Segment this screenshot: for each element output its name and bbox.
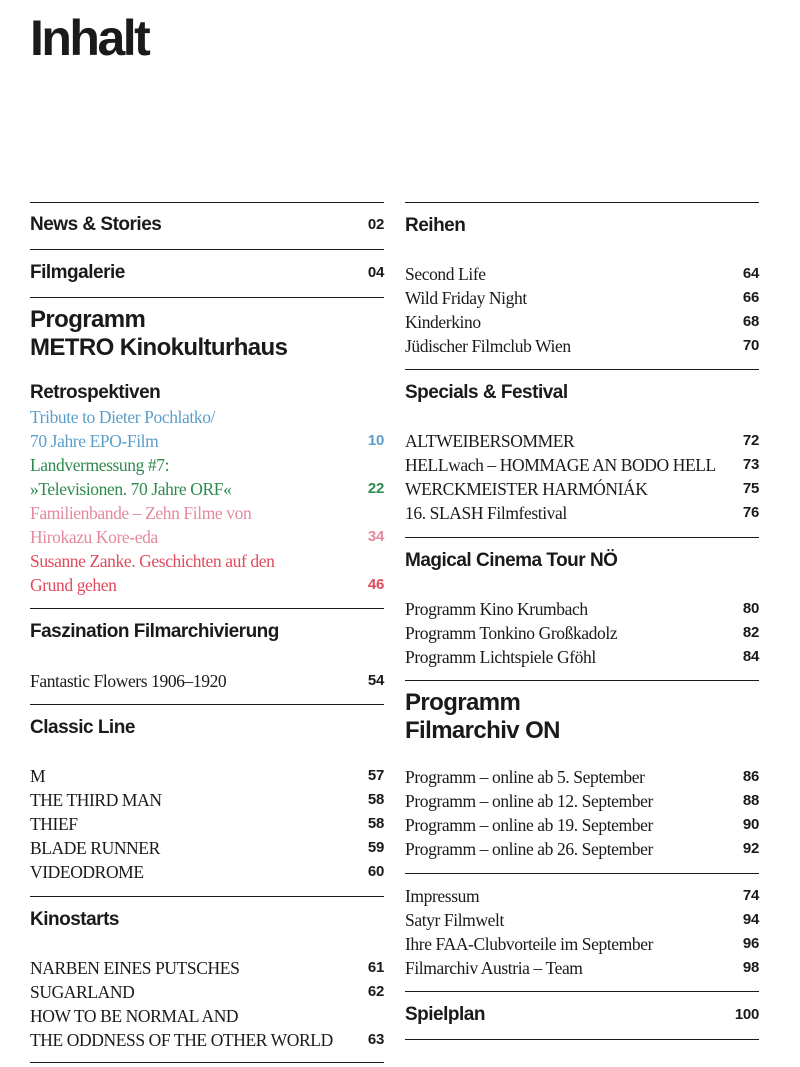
toc-entry-filmgalerie[interactable]: [30, 261, 384, 285]
entry-title: THE ODDNESS OF THE OTHER WORLD: [30, 1030, 333, 1050]
divider: [405, 991, 759, 992]
entry-title: THE THIRD MAN: [30, 790, 162, 810]
toc-entry-videodrome[interactable]: [30, 860, 384, 884]
entry-title: Familienbande – Zehn Filme von: [30, 503, 252, 523]
heading-line: Programm: [30, 306, 146, 333]
toc-entry-second-life[interactable]: [405, 262, 759, 286]
heading-line: Filmarchiv ON: [405, 717, 560, 744]
toc-entry-lichtspiele[interactable]: [405, 645, 759, 669]
toc-entry-wild-friday-night[interactable]: [405, 286, 759, 310]
page-number: 96: [742, 935, 759, 952]
entry-title: WERCKMEISTER HARMÓNIÁK: [405, 479, 648, 499]
toc-entry-juedischer-filmclub[interactable]: [405, 334, 759, 358]
page-number: 92: [742, 840, 759, 857]
entry-title: 70 Jahre EPO-Film: [30, 431, 159, 451]
page-number: 54: [367, 672, 384, 689]
entry-title: ALTWEIBERSOMMER: [405, 431, 575, 451]
entry-title: Programm – online ab 19. September: [405, 815, 653, 835]
programm-on-heading: [405, 689, 560, 745]
toc-entry-online-26[interactable]: [405, 837, 759, 861]
toc-entry-online-19[interactable]: [405, 813, 759, 837]
divider: [405, 369, 759, 370]
entry-title: Susanne Zanke. Geschichten auf den: [30, 551, 275, 571]
kinostarts-heading: Kinostarts: [30, 909, 119, 930]
toc-entry-thief[interactable]: [30, 812, 384, 836]
page-number: 58: [367, 815, 384, 832]
magical-cinema-heading: Magical Cinema Tour NÖ: [405, 550, 618, 571]
entry-title: HELLwach – HOMMAGE AN BODO HELL: [405, 455, 716, 475]
toc-entry-zanke[interactable]: [30, 549, 384, 597]
section-heading: News & Stories: [30, 214, 162, 235]
toc-entry-slash[interactable]: [405, 501, 759, 525]
heading-line: METRO Kinokulturhaus: [30, 334, 288, 361]
programm-metro-heading: [30, 306, 287, 362]
toc-entry-news[interactable]: [30, 213, 384, 237]
page-number: 76: [742, 504, 759, 521]
divider: [30, 704, 384, 705]
toc-entry-blade-runner[interactable]: [30, 836, 384, 860]
page-number: 70: [742, 337, 759, 354]
entry-title: VIDEODROME: [30, 862, 144, 882]
page-number: 98: [742, 959, 759, 976]
divider: [30, 249, 384, 250]
entry-title: Wild Friday Night: [405, 288, 527, 308]
toc-entry-familienbande[interactable]: [30, 501, 384, 549]
toc-entry-altweibersommer[interactable]: [405, 429, 759, 453]
divider: [405, 1039, 759, 1040]
page-number: 62: [367, 983, 384, 1000]
specials-heading: Specials & Festival: [405, 382, 568, 403]
toc-entry-satyr[interactable]: [405, 908, 759, 932]
heading-line: Programm: [405, 689, 521, 716]
faszination-heading: Faszination Filmarchivierung: [30, 621, 279, 642]
entry-title: Kinderkino: [405, 312, 481, 332]
toc-entry-spielplan[interactable]: [405, 1003, 759, 1027]
toc-entry-team[interactable]: [405, 956, 759, 980]
page-number: 73: [742, 456, 759, 473]
entry-title: Impressum: [405, 886, 480, 906]
entry-title: Programm – online ab 5. September: [405, 767, 645, 787]
entry-title: Second Life: [405, 264, 486, 284]
toc-entry-online-5[interactable]: [405, 765, 759, 789]
entry-title: Tribute to Dieter Pochlatko/: [30, 407, 216, 427]
entry-title: BLADE RUNNER: [30, 838, 160, 858]
page-number: 88: [742, 792, 759, 809]
page-number: 04: [367, 264, 384, 281]
toc-entry-sugarland[interactable]: [30, 980, 384, 1004]
page-number: 57: [367, 767, 384, 784]
entry-title: Ihre FAA-Clubvorteile im September: [405, 934, 654, 954]
page-number: 80: [742, 600, 759, 617]
entry-title: Programm Tonkino Großkadolz: [405, 623, 618, 643]
page-number: 59: [367, 839, 384, 856]
toc-entry-third-man[interactable]: [30, 788, 384, 812]
page-number: 82: [742, 624, 759, 641]
entry-title: Programm Lichtspiele Gföhl: [405, 647, 596, 667]
entry-title: 16. SLASH Filmfestival: [405, 503, 567, 523]
page-number: 63: [367, 1031, 384, 1048]
divider: [405, 537, 759, 538]
retrospektiven-heading: Retrospektiven: [30, 382, 161, 403]
divider: [30, 896, 384, 897]
toc-entry-m[interactable]: [30, 764, 384, 788]
entry-title: Programm Kino Krumbach: [405, 599, 588, 619]
page-number: 58: [367, 791, 384, 808]
divider: [405, 873, 759, 874]
entry-title: Hirokazu Kore-eda: [30, 527, 158, 547]
page-number: 86: [742, 768, 759, 785]
divider: [30, 1062, 384, 1063]
toc-entry-landvermessung[interactable]: [30, 453, 384, 501]
classic-line-heading: Classic Line: [30, 717, 135, 738]
page-number: 84: [742, 648, 759, 665]
page-number: 02: [367, 216, 384, 233]
toc-entry-online-12[interactable]: [405, 789, 759, 813]
entry-title: THIEF: [30, 814, 78, 834]
page-title: Inhalt: [30, 10, 149, 66]
entry-title: Satyr Filmwelt: [405, 910, 504, 930]
page-number: 74: [742, 887, 759, 904]
page-number: 66: [742, 289, 759, 306]
toc-entry-narben[interactable]: [30, 956, 384, 980]
page-number: 68: [742, 313, 759, 330]
toc-entry-tonkino[interactable]: [405, 621, 759, 645]
divider: [405, 202, 759, 203]
page-number: 34: [367, 528, 384, 545]
page-number: 46: [367, 576, 384, 593]
toc-entry-how-to-be-normal[interactable]: [30, 1004, 384, 1052]
entry-title: SUGARLAND: [30, 982, 135, 1002]
toc-entry-impressum[interactable]: [405, 884, 759, 908]
entry-title: M: [30, 766, 46, 786]
page-number: 94: [742, 911, 759, 928]
page-number: 75: [742, 480, 759, 497]
toc-entry-hellwach[interactable]: [405, 453, 759, 477]
page-number: 10: [367, 432, 384, 449]
toc-entry-werckmeister[interactable]: [405, 477, 759, 501]
toc-entry-kino-krumbach[interactable]: [405, 597, 759, 621]
entry-title: »Televisionen. 70 Jahre ORF«: [30, 479, 232, 499]
entry-title: Programm – online ab 12. September: [405, 791, 653, 811]
entry-title: Jüdischer Filmclub Wien: [405, 336, 571, 356]
page-number: 64: [742, 265, 759, 282]
toc-entry-clubvorteile[interactable]: [405, 932, 759, 956]
page-number: 72: [742, 432, 759, 449]
page-number: 22: [367, 480, 384, 497]
divider: [30, 297, 384, 298]
page-number: 90: [742, 816, 759, 833]
toc-entry-pochlatko[interactable]: [30, 405, 384, 453]
divider: [30, 202, 384, 203]
divider: [405, 680, 759, 681]
entry-title: Grund gehen: [30, 575, 117, 595]
section-heading: Spielplan: [405, 1004, 485, 1025]
toc-entry-kinderkino[interactable]: [405, 310, 759, 334]
reihen-heading: Reihen: [405, 215, 466, 236]
entry-title: NARBEN EINES PUTSCHES: [30, 958, 240, 978]
divider: [30, 608, 384, 609]
entry-title: Landvermessung #7:: [30, 455, 170, 475]
entry-title: Programm – online ab 26. September: [405, 839, 653, 859]
entry-title: Filmarchiv Austria – Team: [405, 958, 583, 978]
entry-title: Fantastic Flowers 1906–1920: [30, 671, 227, 691]
page-number: 100: [734, 1006, 759, 1023]
page-number: 60: [367, 863, 384, 880]
toc-entry-fantastic-flowers[interactable]: [30, 669, 384, 693]
section-heading: Filmgalerie: [30, 262, 125, 283]
entry-title: HOW TO BE NORMAL AND: [30, 1006, 239, 1026]
page-number: 61: [367, 959, 384, 976]
